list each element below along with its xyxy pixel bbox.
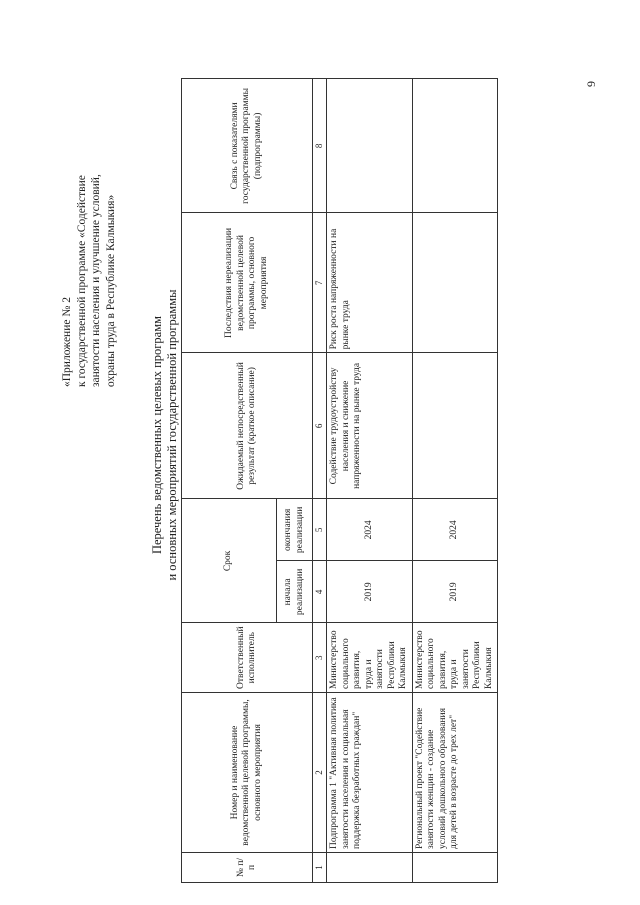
header-consequences: Последствия нереализации ведомственной целевой программы, основного мероприятия [182, 213, 313, 353]
cell-executor: Министерство социального развития, труда и занятости Республики Калмыкия [412, 623, 498, 693]
cell-name: Региональный проект "Содействие занятости женщин - создание условий дошкольного образования для детей в возрасте до трех лет" [412, 693, 498, 853]
appendix-line: «Приложение № 2 [61, 297, 73, 387]
header-term: Срок [182, 499, 277, 623]
col-number: 2 [313, 693, 327, 853]
cell-start: 2019 [412, 561, 498, 623]
header-executor: Ответственный исполнитель [182, 623, 313, 693]
col-number: 6 [313, 353, 327, 499]
cell-start: 2019 [327, 561, 413, 623]
col-number: 3 [313, 623, 327, 693]
cell-num [327, 853, 413, 883]
header-num: № п/п [182, 853, 313, 883]
cell-consequences [412, 213, 498, 353]
cell-executor: Министерство социального развития, труда и занятости Республики Калмыкия [327, 623, 413, 693]
col-number: 8 [313, 79, 327, 213]
header-result: Ожидаемый непосредственный результат (краткое описание) [182, 353, 313, 499]
table-row [327, 79, 413, 883]
cell-result [412, 353, 498, 499]
cell-link [412, 79, 498, 213]
appendix-note [60, 27, 118, 387]
appendix-line: к государственной программе «Содействие [75, 175, 88, 387]
cell-num [412, 853, 498, 883]
col-number: 5 [313, 499, 327, 561]
cell-result: Содействие трудоустройству населения и снижение напряженности на рынке труда [327, 353, 413, 499]
header-link: Связь с показателями государственной программы (подпрограммы) [182, 79, 313, 213]
header-term-end: окончания реализации [277, 499, 313, 561]
cell-consequences: Риск роста напряженности на рынке труда [327, 213, 413, 353]
column-number-row [313, 79, 327, 883]
header-row [182, 79, 277, 883]
appendix-line: занятости населения и улучшение условий, [90, 174, 102, 387]
cell-end: 2024 [412, 499, 498, 561]
cell-name: Подпрограмма 1 "Активная политика занятости населения и социальная поддержка безработных граждан" [327, 693, 413, 853]
title-line: и основных мероприятий государственной программы [165, 289, 179, 581]
page-number: 9 [584, 81, 598, 87]
col-number: 7 [313, 213, 327, 353]
title-line: Перечень ведомственных целевых программ [150, 315, 164, 555]
cell-link [327, 79, 413, 213]
document-title [150, 145, 180, 725]
header-term-start: начала реализации [277, 561, 313, 623]
appendix-line: охраны труда в Республике Калмыкия» [104, 194, 117, 387]
col-number: 4 [313, 561, 327, 623]
cell-end: 2024 [327, 499, 413, 561]
header-name: Номер и наименование ведомственной целевой программы, основного мероприятия [182, 693, 313, 853]
programs-table [181, 78, 498, 883]
table-row [412, 79, 498, 883]
col-number: 1 [313, 853, 327, 883]
